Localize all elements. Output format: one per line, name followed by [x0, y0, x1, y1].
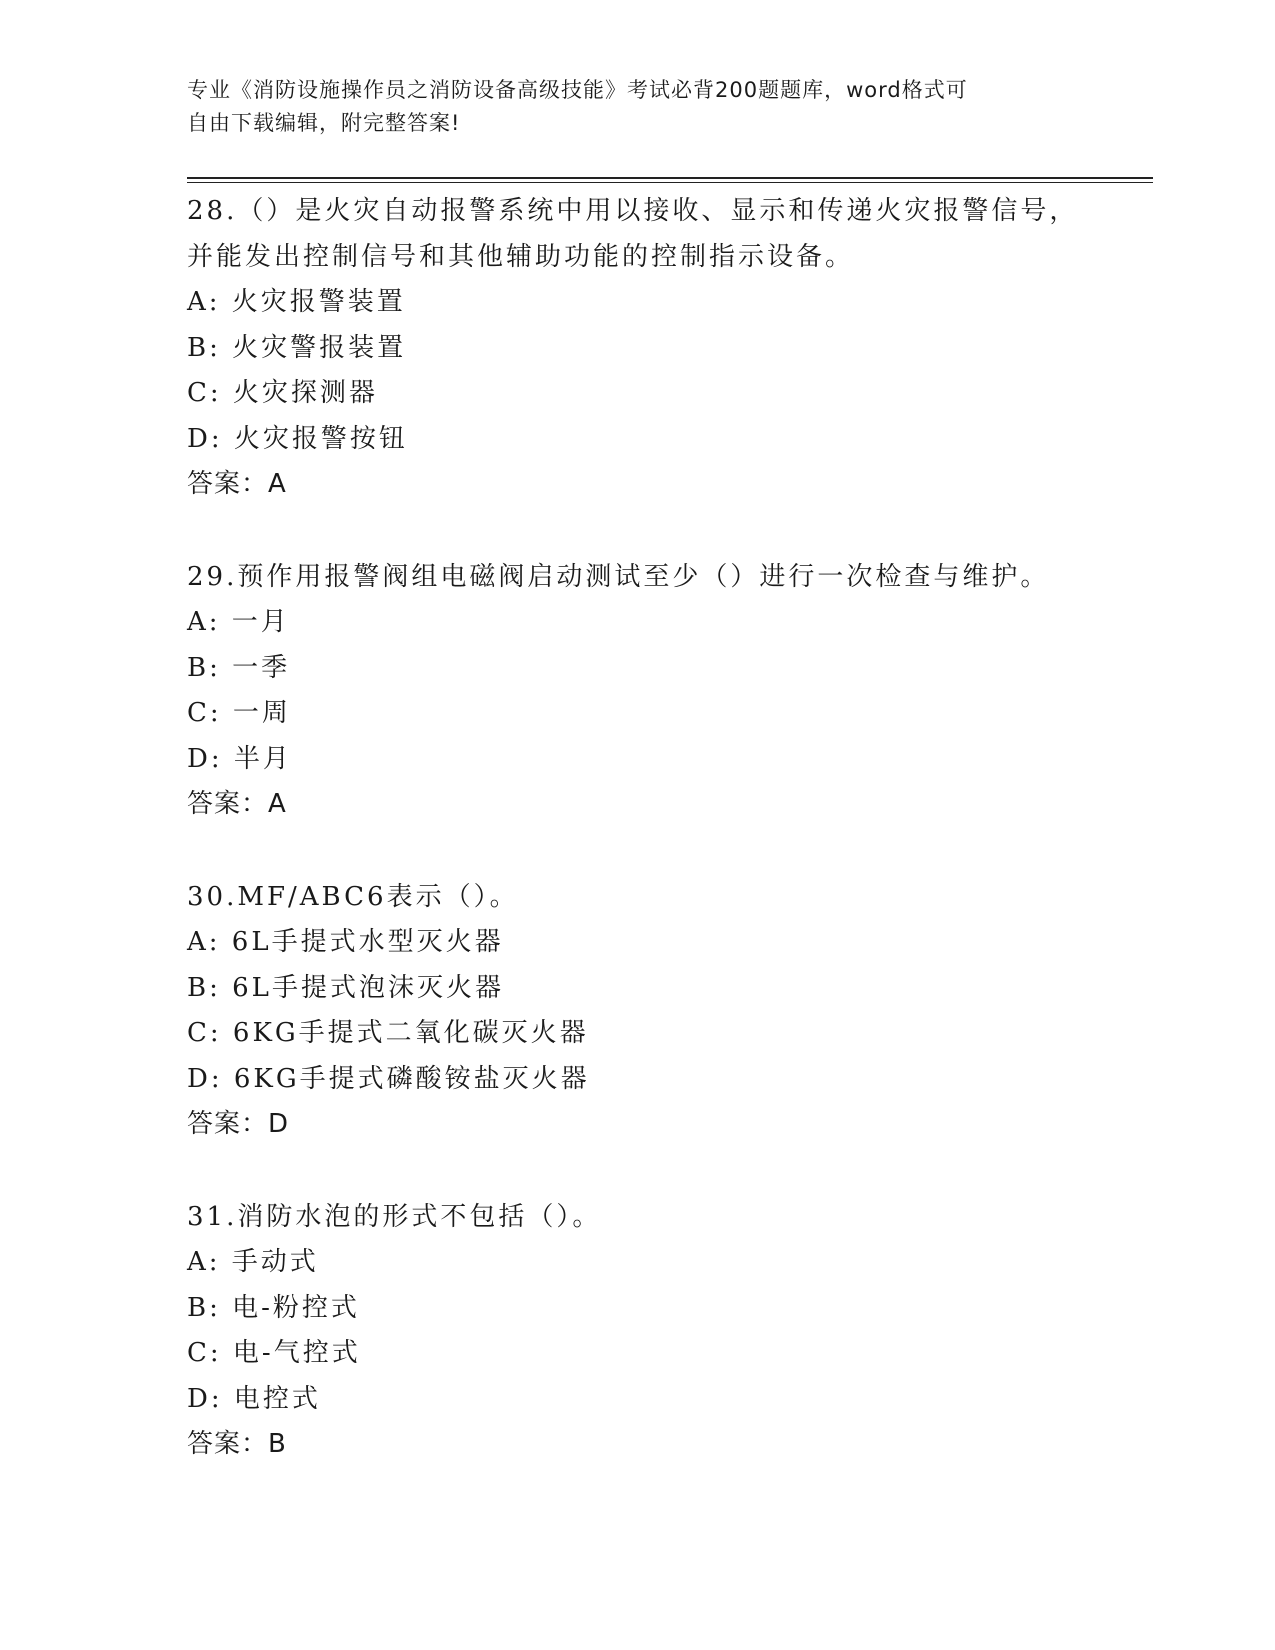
- question-stem: 28.（）是火灾自动报警系统中用以接收、显示和传递火灾报警信号，: [187, 196, 1079, 226]
- option-d: D: 火灾报警按钮: [187, 423, 408, 454]
- answer-line: 答案：D: [187, 1109, 290, 1139]
- option-b: B: 6L手提式泡沫灭火器: [187, 972, 504, 1003]
- option-b: B: 火灾警报装置: [187, 332, 407, 363]
- header-line-2: 自由下载编辑，附完整答案!: [187, 111, 461, 135]
- answer-line: 答案：B: [187, 1429, 287, 1459]
- question-stem: 31.消防水泡的形式不包括（）。: [187, 1201, 602, 1232]
- option-b: B: 一季: [187, 652, 291, 683]
- option-a: A: 6L手提式水型灭火器: [187, 927, 504, 957]
- option-c: C: 电-气控式: [187, 1338, 361, 1368]
- option-d: D: 半月: [187, 743, 292, 774]
- question-31: [187, 1195, 1107, 1468]
- header-divider-bottom: [187, 182, 1153, 183]
- option-c: C: 6KG手提式二氧化碳灭火器: [187, 1018, 589, 1048]
- option-d: D: 6KG手提式磷酸铵盐灭火器: [187, 1063, 590, 1094]
- header-line-1: 专业《消防设施操作员之消防设备高级技能》考试必背200题题库，word格式可: [187, 78, 968, 102]
- question-30: [187, 875, 1107, 1148]
- option-c: C: 火灾探测器: [187, 378, 378, 408]
- question-28: [187, 189, 1107, 508]
- question-stem-continued: 并能发出控制信号和其他辅助功能的控制指示设备。: [187, 241, 855, 272]
- option-a: A: 手动式: [187, 1247, 319, 1277]
- answer-line: 答案：A: [187, 469, 287, 499]
- option-a: A: 一月: [187, 607, 290, 637]
- header-divider-top: [187, 177, 1153, 179]
- document-header: [187, 74, 1067, 140]
- option-a: A: 火灾报警装置: [187, 287, 406, 317]
- question-stem: 29.预作用报警阀组电磁阀启动测试至少（）进行一次检查与维护。: [187, 561, 1050, 592]
- option-c: C: 一周: [187, 698, 291, 728]
- question-list: [187, 189, 1107, 1515]
- question-29: [187, 555, 1107, 828]
- option-b: B: 电-粉控式: [187, 1292, 360, 1323]
- answer-line: 答案：A: [187, 789, 287, 819]
- option-d: D: 电控式: [187, 1383, 321, 1414]
- question-stem: 30.MF/ABC6表示（）。: [187, 881, 519, 912]
